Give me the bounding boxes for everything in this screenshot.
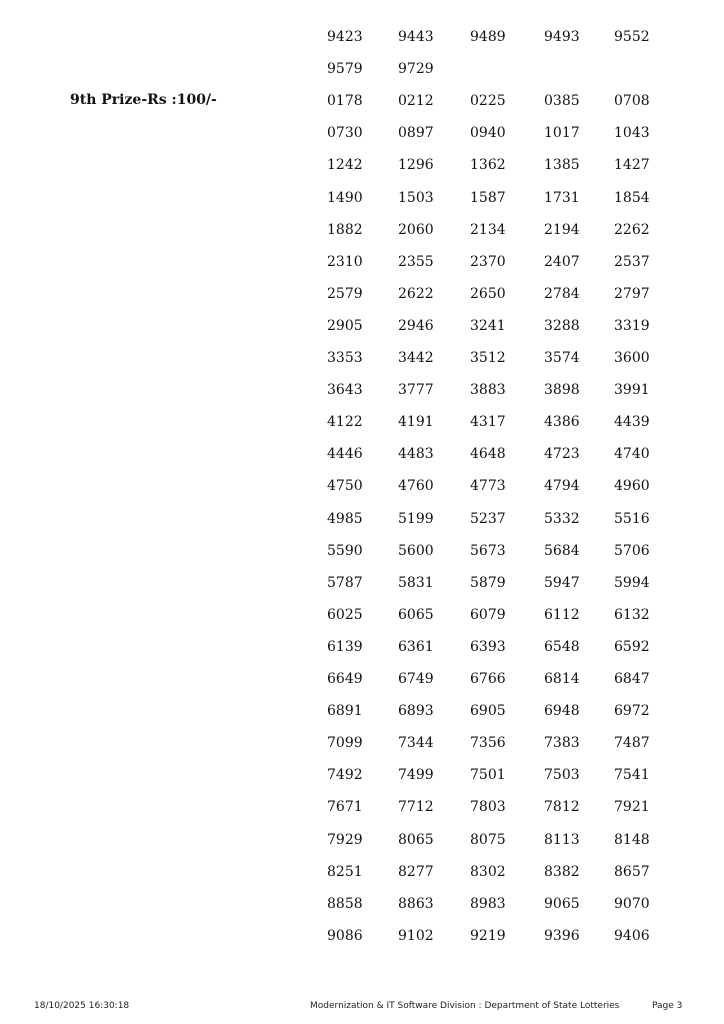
number-row xyxy=(0,894,724,914)
ticket-number: 3442 xyxy=(398,350,434,366)
ticket-number: 3600 xyxy=(614,350,650,366)
ticket-number: 1043 xyxy=(614,125,650,142)
ticket-number: 9406 xyxy=(614,927,650,944)
ticket-number: 0385 xyxy=(544,93,580,110)
ticket-number: 2060 xyxy=(398,221,434,238)
ticket-number: 2262 xyxy=(614,221,650,238)
ticket-number: 1017 xyxy=(544,125,580,142)
number-row xyxy=(0,284,724,304)
ticket-number: 4773 xyxy=(470,478,506,495)
number-row xyxy=(0,541,724,561)
footer-organization: Modernization & IT Software Division : Department of State Lotteries xyxy=(310,1001,620,1011)
number-row xyxy=(0,412,724,432)
ticket-number: 1296 xyxy=(398,157,434,174)
ticket-number: 7501 xyxy=(470,767,506,784)
ticket-number: 5237 xyxy=(470,510,506,527)
number-row xyxy=(0,765,724,785)
prize-heading: 9th Prize-Rs :100/- xyxy=(70,92,217,108)
ticket-number: 9396 xyxy=(544,927,580,944)
number-row xyxy=(0,252,724,272)
number-row xyxy=(0,91,724,111)
ticket-number: 9070 xyxy=(614,895,650,912)
ticket-number: 9102 xyxy=(398,927,434,944)
ticket-number: 1587 xyxy=(470,189,506,206)
number-row xyxy=(0,509,724,529)
ticket-number: 8277 xyxy=(398,863,434,880)
ticket-number: 2194 xyxy=(544,221,580,238)
number-row xyxy=(0,862,724,882)
ticket-number: 6972 xyxy=(614,703,650,720)
ticket-number: 7356 xyxy=(470,735,506,752)
ticket-number: 7803 xyxy=(470,799,506,816)
number-row xyxy=(0,701,724,721)
ticket-number: 4985 xyxy=(327,510,363,527)
number-row xyxy=(0,316,724,336)
ticket-number: 2797 xyxy=(614,285,650,302)
ticket-number: 5199 xyxy=(398,510,434,527)
ticket-number: 4446 xyxy=(327,446,363,463)
ticket-number: 5879 xyxy=(470,574,506,591)
ticket-number: 3898 xyxy=(544,382,580,399)
ticket-number: 8302 xyxy=(470,863,506,880)
number-row xyxy=(0,380,724,400)
ticket-number: 5994 xyxy=(614,574,650,591)
number-row xyxy=(0,669,724,689)
ticket-number: 8251 xyxy=(327,863,363,880)
ticket-number: 2310 xyxy=(327,253,363,270)
ticket-number: 8657 xyxy=(614,863,650,880)
ticket-number: 6749 xyxy=(398,671,434,687)
ticket-number: 5673 xyxy=(470,542,506,559)
ticket-number: 8065 xyxy=(398,831,434,848)
ticket-number: 3643 xyxy=(327,382,363,399)
ticket-number: 5831 xyxy=(398,574,434,591)
ticket-number: 9579 xyxy=(327,61,363,78)
ticket-number: 0897 xyxy=(398,125,434,142)
ticket-number: 4648 xyxy=(470,446,506,463)
ticket-number: 7503 xyxy=(544,767,580,784)
ticket-number: 6948 xyxy=(544,703,580,720)
page-footer xyxy=(0,998,724,1014)
ticket-number: 8858 xyxy=(327,895,363,912)
ticket-number: 6065 xyxy=(398,606,434,623)
ticket-number: 7812 xyxy=(544,799,580,816)
ticket-number: 0730 xyxy=(327,125,363,142)
ticket-number: 6893 xyxy=(398,703,434,720)
ticket-number: 1854 xyxy=(614,189,650,206)
ticket-number: 7492 xyxy=(327,767,363,784)
ticket-number: 9489 xyxy=(470,29,506,45)
ticket-number: 3574 xyxy=(544,350,580,366)
ticket-number: 3512 xyxy=(470,350,506,366)
ticket-number: 3883 xyxy=(470,382,506,399)
ticket-number: 1490 xyxy=(327,189,363,206)
ticket-number: 6548 xyxy=(544,638,580,655)
number-row xyxy=(0,637,724,657)
ticket-number: 8863 xyxy=(398,895,434,912)
ticket-number: 9086 xyxy=(327,927,363,944)
ticket-number: 8148 xyxy=(614,831,650,848)
number-row xyxy=(0,605,724,625)
ticket-number: 6025 xyxy=(327,606,363,623)
ticket-number: 9729 xyxy=(398,61,434,78)
ticket-number: 5516 xyxy=(614,510,650,527)
ticket-number: 5706 xyxy=(614,542,650,559)
ticket-number: 7929 xyxy=(327,831,363,848)
ticket-number: 7099 xyxy=(327,735,363,752)
ticket-number: 7541 xyxy=(614,767,650,784)
number-row xyxy=(0,27,724,47)
ticket-number: 7499 xyxy=(398,767,434,784)
ticket-number: 4740 xyxy=(614,446,650,463)
ticket-number: 2407 xyxy=(544,253,580,270)
ticket-number: 6079 xyxy=(470,606,506,623)
ticket-number: 1427 xyxy=(614,157,650,174)
ticket-number: 4760 xyxy=(398,478,434,495)
ticket-number: 7921 xyxy=(614,799,650,816)
ticket-number: 3777 xyxy=(398,382,434,399)
ticket-number: 3991 xyxy=(614,382,650,399)
number-row xyxy=(0,123,724,143)
number-row xyxy=(0,476,724,496)
ticket-number: 1882 xyxy=(327,221,363,238)
number-row xyxy=(0,220,724,240)
ticket-number: 6891 xyxy=(327,703,363,720)
ticket-number: 0212 xyxy=(398,93,434,110)
ticket-number: 6139 xyxy=(327,638,363,655)
ticket-number: 6766 xyxy=(470,671,506,687)
ticket-number: 9219 xyxy=(470,927,506,944)
ticket-number: 6132 xyxy=(614,606,650,623)
ticket-number: 4483 xyxy=(398,446,434,463)
ticket-number: 4439 xyxy=(614,414,650,431)
ticket-number: 2355 xyxy=(398,253,434,270)
ticket-number: 9423 xyxy=(327,29,363,45)
number-row xyxy=(0,188,724,208)
ticket-number: 4723 xyxy=(544,446,580,463)
ticket-number: 1242 xyxy=(327,157,363,174)
ticket-number: 5947 xyxy=(544,574,580,591)
ticket-number: 9552 xyxy=(614,29,650,45)
ticket-number: 2784 xyxy=(544,285,580,302)
ticket-number: 7671 xyxy=(327,799,363,816)
ticket-number: 4191 xyxy=(398,414,434,431)
ticket-number: 4750 xyxy=(327,478,363,495)
ticket-number: 4386 xyxy=(544,414,580,431)
ticket-number: 7712 xyxy=(398,799,434,816)
ticket-number: 5600 xyxy=(398,542,434,559)
ticket-number: 4794 xyxy=(544,478,580,495)
ticket-number: 3241 xyxy=(470,317,506,334)
footer-page-number: Page 3 xyxy=(652,1001,683,1011)
number-row xyxy=(0,926,724,946)
ticket-number: 5787 xyxy=(327,574,363,591)
ticket-number: 0178 xyxy=(327,93,363,110)
ticket-number: 2579 xyxy=(327,285,363,302)
ticket-number: 2370 xyxy=(470,253,506,270)
number-row xyxy=(0,573,724,593)
ticket-number: 2134 xyxy=(470,221,506,238)
ticket-number: 5590 xyxy=(327,542,363,559)
ticket-number: 7487 xyxy=(614,735,650,752)
ticket-number: 7344 xyxy=(398,735,434,752)
ticket-number: 4122 xyxy=(327,414,363,431)
number-row xyxy=(0,444,724,464)
ticket-number: 6649 xyxy=(327,671,363,687)
ticket-number: 8113 xyxy=(544,831,580,848)
ticket-number: 1362 xyxy=(470,157,506,174)
ticket-number: 6905 xyxy=(470,703,506,720)
number-row xyxy=(0,830,724,850)
ticket-number: 6814 xyxy=(544,671,580,687)
ticket-number: 1503 xyxy=(398,189,434,206)
ticket-number: 2946 xyxy=(398,317,434,334)
ticket-number: 6592 xyxy=(614,638,650,655)
ticket-number: 2537 xyxy=(614,253,650,270)
number-row xyxy=(0,59,724,79)
ticket-number: 6393 xyxy=(470,638,506,655)
ticket-number: 3288 xyxy=(544,317,580,334)
number-row xyxy=(0,733,724,753)
ticket-number: 6361 xyxy=(398,638,434,655)
ticket-number: 9493 xyxy=(544,29,580,45)
number-row xyxy=(0,348,724,368)
ticket-number: 3319 xyxy=(614,317,650,334)
ticket-number: 1385 xyxy=(544,157,580,174)
ticket-number: 0225 xyxy=(470,93,506,110)
ticket-number: 9065 xyxy=(544,895,580,912)
ticket-number: 4317 xyxy=(470,414,506,431)
ticket-number: 6112 xyxy=(544,606,580,623)
footer-timestamp: 18/10/2025 16:30:18 xyxy=(34,1001,130,1011)
ticket-number: 9443 xyxy=(398,29,434,45)
ticket-number: 8983 xyxy=(470,895,506,912)
ticket-number: 0708 xyxy=(614,93,650,110)
number-row xyxy=(0,155,724,175)
ticket-number: 7383 xyxy=(544,735,580,752)
ticket-number: 0940 xyxy=(470,125,506,142)
ticket-number: 5684 xyxy=(544,542,580,559)
number-row xyxy=(0,797,724,817)
ticket-number: 2905 xyxy=(327,317,363,334)
ticket-number: 4960 xyxy=(614,478,650,495)
ticket-number: 6847 xyxy=(614,671,650,687)
ticket-number: 3353 xyxy=(327,350,363,366)
ticket-number: 8075 xyxy=(470,831,506,848)
ticket-number: 8382 xyxy=(544,863,580,880)
ticket-number: 5332 xyxy=(544,510,580,527)
ticket-number: 2650 xyxy=(470,285,506,302)
ticket-number: 1731 xyxy=(544,189,580,206)
ticket-number: 2622 xyxy=(398,285,434,302)
